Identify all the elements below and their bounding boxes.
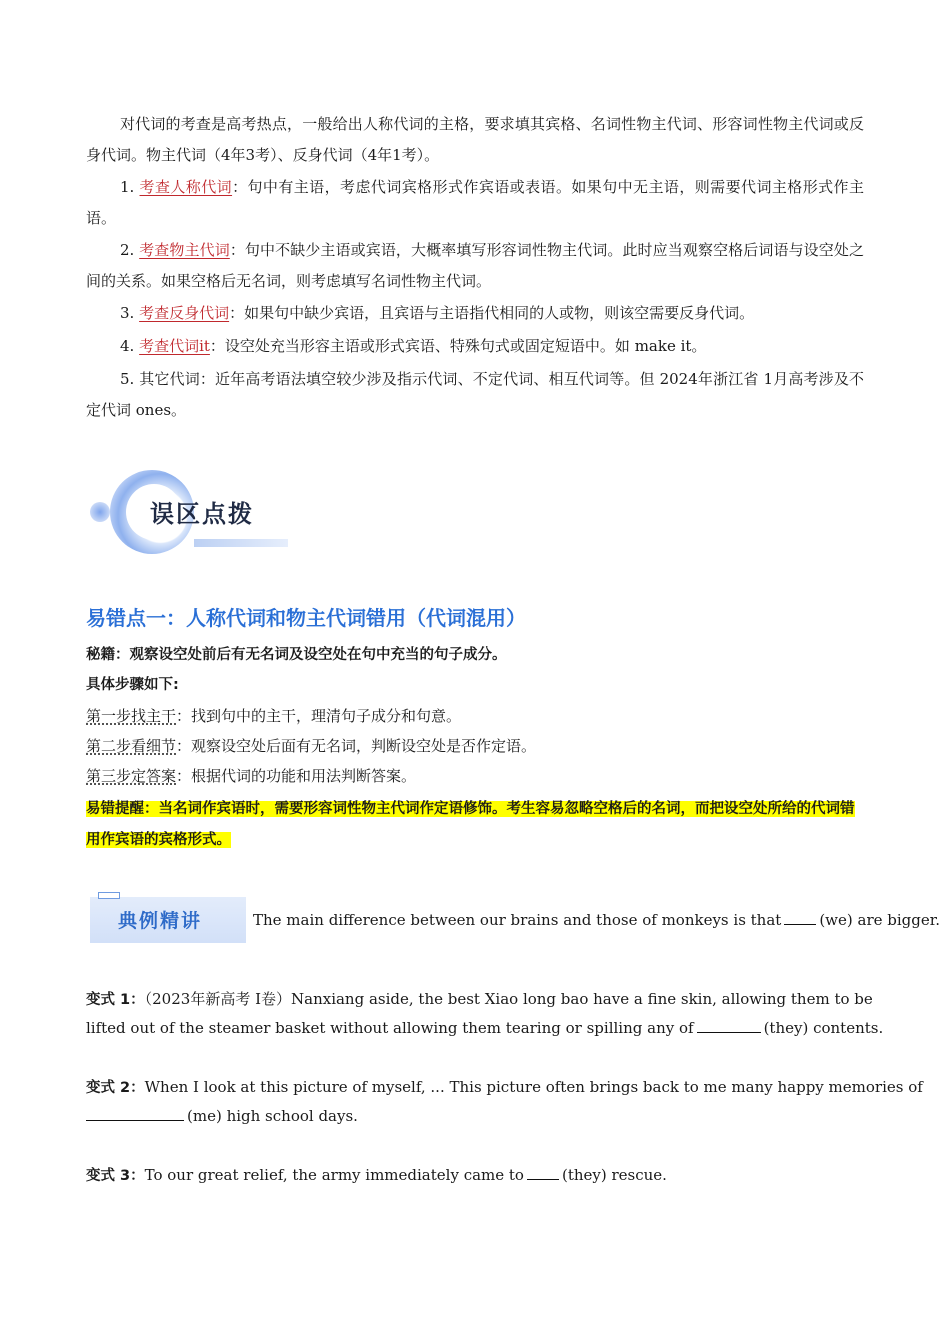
answer-blank[interactable] bbox=[784, 923, 816, 925]
example-label: 典例精讲 bbox=[118, 910, 203, 932]
point-number: 4. bbox=[120, 337, 140, 355]
step-text: ：找到句中的主干，理清句子成分和句意。 bbox=[176, 707, 462, 725]
step-1 bbox=[86, 704, 461, 728]
variant-text: （2023年新高考 I卷）Nanxiang aside, the best Xiao long bao have a fine skin, allowing them to be bbox=[144, 990, 873, 1008]
step-label: 第二步看细节 bbox=[86, 737, 177, 755]
step-text: ：根据代词的功能和用法判断答案。 bbox=[176, 767, 417, 785]
step-text: ：观察设空处后面有无名词，判断设空处是否作定语。 bbox=[176, 737, 537, 755]
step-3 bbox=[86, 764, 416, 788]
point-text: 其它代词：近年高考语法填空较少涉及指示代词、不定代词、相互代词等。但 2024年浙江省 1月高考涉及不定代词 ones。 bbox=[86, 370, 864, 419]
variant-text: To our great relief, the army immediately came to bbox=[144, 1166, 524, 1184]
tip-highlight: 易错提醒：当名词作宾语时，需要形容词性物主代词作定语修饰。考生容易忽略空格后的名词，而把设空处所给的代词错用作宾语的宾格形式。 bbox=[86, 801, 855, 848]
banner-dot-decoration bbox=[90, 502, 110, 522]
point-text: ：设空处充当形容主语或形式宾语、特殊句式或固定短语中。如 make it。 bbox=[209, 337, 707, 355]
example-tab-decoration bbox=[98, 892, 120, 899]
variant-label: 变式 2： bbox=[86, 1080, 145, 1096]
variant-1-line-2 bbox=[86, 1016, 883, 1040]
point-term: 考查物主代词 bbox=[139, 241, 230, 259]
variant-text: When I look at this picture of myself, ... This picture often brings back to me many happy memories of bbox=[144, 1078, 923, 1096]
point-term: 考查人称代词 bbox=[139, 178, 233, 196]
intro-paragraph bbox=[86, 109, 864, 171]
step-2 bbox=[86, 734, 536, 758]
section-heading: 易错点一：人称代词和物主代词错用（代词混用） bbox=[86, 606, 526, 630]
variant-label: 变式 1： bbox=[86, 992, 145, 1008]
variant-text: (they) contents. bbox=[763, 1019, 884, 1037]
variant-text: (me) high school days. bbox=[187, 1107, 358, 1125]
variant-label: 变式 3： bbox=[86, 1168, 145, 1184]
answer-blank[interactable] bbox=[86, 1119, 184, 1121]
point-number: 3. bbox=[120, 304, 140, 322]
variant-2-line-1 bbox=[86, 1075, 923, 1100]
example-sentence bbox=[253, 908, 940, 932]
point-text: ：如果句中缺少宾语，且宾语与主语指代相同的人或物，则该空需要反身代词。 bbox=[229, 304, 755, 322]
banner-bar-decoration bbox=[194, 539, 288, 547]
variant-text: lifted out of the steamer basket without allowing them tearing or spilling any of bbox=[86, 1019, 694, 1037]
point-term: 考查反身代词 bbox=[139, 304, 230, 322]
answer-blank[interactable] bbox=[527, 1178, 559, 1180]
step-label: 第一步找主干 bbox=[86, 707, 177, 725]
section-banner bbox=[86, 464, 306, 560]
answer-blank[interactable] bbox=[697, 1031, 761, 1033]
banner-title: 误区点拨 bbox=[150, 500, 254, 528]
point-number: 1. bbox=[120, 178, 140, 196]
step-label: 第三步定答案 bbox=[86, 767, 177, 785]
point-4 bbox=[86, 331, 864, 362]
variant-text: (they) rescue. bbox=[561, 1166, 667, 1184]
intro-text: 对代词的考查是高考热点，一般给出人称代词的主格，要求填其宾格、名词性物主代词、形容词性物主代词或反身代词。物主代词（4年3考）、反身代词（4年1考）。 bbox=[86, 115, 864, 164]
point-number: 2. bbox=[120, 241, 140, 259]
point-text: ：句中不缺少主语或宾语，大概率填写形容词性物主代词。此时应当观察空格后词语与设空处之间的关系。如果空格后无名词，则考虑填写名词性物主代词。 bbox=[86, 241, 864, 290]
variant-2-line-2 bbox=[86, 1104, 358, 1128]
point-5 bbox=[86, 364, 864, 426]
example-text-after: (we) are bigger. bbox=[819, 911, 941, 929]
variant-1-line-1 bbox=[86, 987, 873, 1012]
point-2 bbox=[86, 235, 864, 297]
steps-title: 具体步骤如下: bbox=[86, 677, 179, 693]
point-number: 5. bbox=[120, 370, 140, 388]
variant-3-line-1 bbox=[86, 1163, 667, 1188]
error-tip bbox=[86, 794, 862, 856]
secret-line: 秘籍：观察设空处前后有无名词及设空处在句中充当的句子成分。 bbox=[86, 647, 507, 663]
point-term: 考查代词it bbox=[139, 337, 210, 355]
point-text: ：句中有主语，考虑代词宾格形式作宾语或表语。如果句中无主语，则需要代词主格形式作主语。 bbox=[86, 178, 864, 227]
example-text-before: The main difference between our brains and those of monkeys is that bbox=[253, 911, 782, 929]
point-1 bbox=[86, 172, 864, 234]
point-3 bbox=[86, 298, 864, 329]
